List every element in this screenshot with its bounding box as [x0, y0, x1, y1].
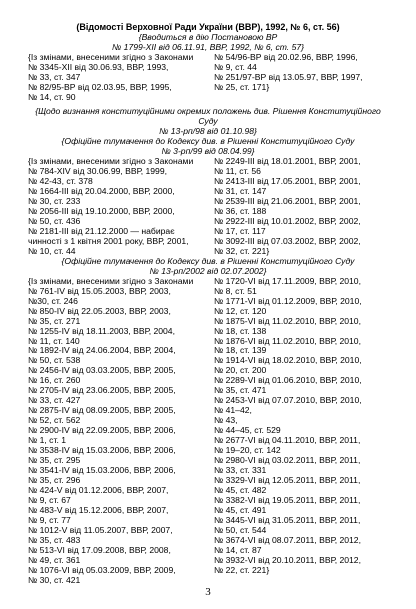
amendment-line: № 1720-VI від 17.11.2009, ВВР, 2010,	[214, 275, 361, 286]
amendments-block-1-left	[28, 53, 208, 103]
amendment-line: № 483-V від 15.12.2006, ВВР, 2007,	[28, 504, 169, 515]
document-title: (Відомості Верховної Ради України (ВВР), 1992, № 6, ст. 56)	[76, 22, 340, 32]
amendment-line: {Із змінами, внесеними згідно з Законами	[28, 52, 194, 63]
amendment-line: № 9, ст. 77	[28, 514, 71, 525]
amendment-line: № 11, ст. 56	[214, 166, 261, 177]
amendment-line: № 17, ст. 117	[214, 225, 266, 236]
amendments-block-3	[28, 277, 388, 586]
amendment-line: № 850-IV від 22.05.2003, ВВР, 2003,	[28, 305, 171, 316]
amendment-line: {Із змінами, внесеними згідно з Законами	[28, 156, 194, 167]
amendment-line: № 35, ст. 471	[214, 385, 267, 396]
amendment-line: № 14, ст. 90	[28, 92, 76, 103]
amendment-line: № 3932-VI від 20.10.2011, ВВР, 2012,	[214, 554, 361, 565]
amendment-line: № 18, ст. 138	[214, 325, 267, 336]
amendment-line: № 3382-VI від 19.05.2011, ВВР, 2011,	[214, 495, 361, 505]
amendment-line: № 2456-IV від 03.03.2005, ВВР, 2005,	[28, 365, 176, 376]
amendment-line: № 251/97-ВР від 13.05.97, ВВР, 1997,	[214, 72, 363, 83]
amendment-line: № 1771-VI від 01.12.2009, ВВР, 2010,	[214, 295, 362, 306]
amendment-line: чинності з 1 квітня 2001 року, ВВР, 2001,	[28, 235, 189, 246]
amendment-line: № 2922-III від 10.01.2002, ВВР, 2002,	[214, 215, 361, 226]
amendment-line: № 42-43, ст. 378	[28, 176, 93, 186]
amendment-line: № 49, ст. 361	[28, 554, 81, 565]
enactment-line-2: № 1799-XII від 06.11.91, ВВР, 1992, № 6, ст. 57}	[111, 42, 305, 53]
amendment-line: № 2539-III від 21.06.2001, ВВР, 2001,	[214, 195, 361, 206]
amendment-line: № 43,	[214, 415, 238, 426]
amendment-line: № 33, ст. 427	[28, 395, 81, 406]
amendments-block-3-left	[28, 277, 208, 586]
constitutional-court-notes-2	[28, 257, 388, 277]
amendment-line: № 2677-VI від 04.11.2010, ВВР, 2011,	[214, 435, 361, 446]
amendment-line: {Із змінами, внесеними згідно з Законами	[28, 275, 194, 286]
amendment-line: № 31, ст. 147	[214, 185, 267, 196]
amendment-line: № 44–45, ст. 529	[214, 425, 281, 436]
court-note-line: № 13-рп/2002 від 02.07.2002}	[149, 265, 267, 276]
amendment-line: № 32, ст. 221}	[214, 245, 270, 256]
amendment-line: № 50, ст. 538	[28, 355, 81, 366]
amendment-line: № 1664-III від 20.04.2000, ВВР, 2000,	[28, 185, 175, 196]
amendment-line: № 52, ст. 562	[28, 415, 81, 426]
amendment-line: № 45, ст. 482	[214, 485, 267, 496]
amendment-line: № 1892-IV від 24.06.2004, ВВР, 2004,	[28, 345, 176, 356]
amendment-line: № 22, ст. 221}	[214, 564, 270, 575]
amendments-block-1-right	[208, 53, 388, 103]
amendment-line: № 2289-VI від 01.06.2010, ВВР, 2010,	[214, 375, 362, 386]
court-note-line: Суду	[198, 116, 218, 127]
amendment-line: № 3445-VI від 31.05.2011, ВВР, 2011,	[214, 514, 361, 525]
amendment-line: № 424-V від 01.12.2006, ВВР, 2007,	[28, 485, 169, 496]
court-note-line: {Офіційне тлумачення до Кодексу див. в Рішенні Конституційного Суду	[61, 255, 355, 266]
amendment-line: № 50, ст. 436	[28, 215, 81, 226]
amendment-line: № 9, ст. 67	[28, 495, 71, 505]
amendment-line: № 35, ст. 271	[28, 315, 81, 326]
amendment-line: № 2056-III від 19.10.2000, ВВР, 2000,	[28, 205, 175, 216]
amendment-line: № 3329-VI від 12.05.2011, ВВР, 2011,	[214, 475, 361, 486]
amendment-line: № 12, ст. 120	[214, 305, 267, 316]
amendment-line: № 3092-III від 07.03.2002, ВВР, 2002,	[214, 235, 361, 246]
amendment-line: № 761-IV від 15.05.2003, ВВР, 2003,	[28, 285, 171, 296]
amendment-line: № 2453-VI від 07.07.2010, ВВР, 2010,	[214, 395, 362, 406]
amendment-line: № 3674-VI від 08.07.2011, ВВР, 2012,	[214, 534, 361, 545]
amendment-line: № 1876-VI від 11.02.2010, ВВР, 2010,	[214, 335, 361, 346]
amendment-line: № 18, ст. 139	[214, 345, 267, 356]
amendment-line: № 25, ст. 171}	[214, 82, 270, 93]
amendment-line: № 1, ст. 1	[28, 435, 66, 446]
amendments-block-2-left	[28, 157, 208, 257]
amendment-line: № 9, ст. 44	[214, 62, 257, 73]
amendment-line: № 3541-IV від 15.03.2006, ВВР, 2006,	[28, 465, 176, 476]
amendment-line: № 30, ст. 233	[28, 195, 81, 206]
amendment-line: №30, ст. 246	[28, 295, 78, 306]
amendment-line: № 1012-V від 11.05.2007, ВВР, 2007,	[28, 524, 173, 535]
amendment-line: № 50, ст. 544	[214, 524, 267, 535]
amendment-line: № 1875-VI від 11.02.2010, ВВР, 2010,	[214, 315, 361, 326]
amendments-block-1	[28, 53, 388, 103]
amendment-line: № 2181-III від 21.12.2000 — набирає	[28, 225, 175, 236]
court-note-line: № 3-рп/99 від 08.04.99}	[161, 146, 255, 157]
enactment-line-1: {Вводиться в дію Постановою ВР	[138, 32, 278, 43]
constitutional-court-notes-1	[28, 107, 388, 157]
amendment-line: № 513-VI від 17.09.2008, ВВР, 2008,	[28, 544, 171, 555]
amendment-line: № 1914-VI від 18.02.2010, ВВР, 2010,	[214, 355, 362, 366]
amendment-line: № 36, ст. 188	[214, 205, 267, 216]
amendment-line: № 3345-XII від 30.06.93, ВВР, 1993,	[28, 62, 169, 73]
amendment-line: № 35, ст. 483	[28, 534, 81, 545]
amendment-line: № 2900-IV від 22.09.2005, ВВР, 2006,	[28, 425, 176, 436]
amendment-line: № 33, ст. 347	[28, 72, 81, 83]
amendments-block-3-right	[208, 277, 388, 586]
amendment-line: № 45, ст. 491	[214, 504, 267, 515]
amendment-line: № 1076-VI від 05.03.2009, ВВР, 2009,	[28, 564, 176, 575]
amendment-line: № 784-XIV від 30.06.99, ВВР, 1999,	[28, 166, 168, 177]
court-note-line: {Щодо визнання конституційними окремих положень див. Рішення Конституційного	[35, 106, 381, 117]
amendment-line: № 16, ст. 260	[28, 375, 81, 386]
amendment-line: № 41–42,	[214, 405, 252, 416]
amendments-block-2	[28, 157, 388, 257]
amendment-line: № 14, ст. 87	[214, 544, 262, 555]
amendments-block-2-right	[208, 157, 388, 257]
amendment-line: № 1255-IV від 18.11.2003, ВВР, 2004,	[28, 325, 175, 336]
amendment-line: № 30, ст. 421	[28, 574, 81, 585]
page-number: 3	[205, 586, 211, 598]
court-note-line: {Офіційне тлумачення до Кодексу див. в Рішенні Конституційного Суду	[61, 136, 355, 147]
amendment-line: № 2413-III від 17.05.2001, ВВР, 2001,	[214, 176, 361, 186]
amendment-line: № 2705-IV від 23.06.2005, ВВР, 2005,	[28, 385, 176, 396]
amendment-line: № 35, ст. 296	[28, 475, 81, 486]
amendment-line: № 11, ст. 140	[28, 335, 80, 346]
amendment-line: № 82/95-ВР від 02.03.95, ВВР, 1995,	[28, 82, 172, 93]
amendment-line: № 3538-IV від 15.03.2006, ВВР, 2006,	[28, 445, 176, 456]
amendment-line: № 10, ст. 44	[28, 245, 76, 256]
amendment-line: № 33, ст. 331	[214, 465, 267, 476]
amendment-line: № 2249-III від 18.01.2001, ВВР, 2001,	[214, 156, 361, 167]
amendment-line: № 19–20, ст. 142	[214, 445, 281, 456]
amendment-line: № 8, ст. 51	[214, 285, 257, 296]
amendment-line: № 2980-VI від 03.02.2011, ВВР, 2011,	[214, 455, 361, 466]
amendment-line: № 2875-IV від 08.09.2005, ВВР, 2005,	[28, 405, 176, 416]
amendment-line: № 54/96-ВР від 20.02.96, ВВР, 1996,	[214, 52, 358, 63]
amendment-line: № 20, ст. 200	[214, 365, 267, 376]
amendment-line: № 35, ст. 295	[28, 455, 81, 466]
court-note-line: № 13-рп/98 від 01.10.98}	[159, 126, 257, 137]
